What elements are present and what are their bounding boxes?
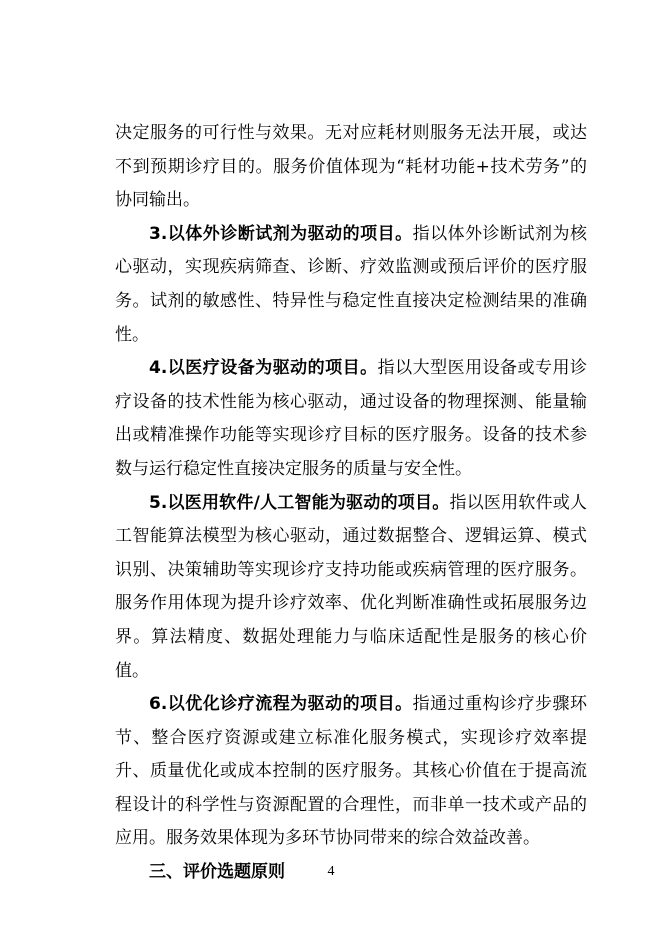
paragraph-continued bbox=[115, 117, 587, 218]
paragraph-text: 指以大型医用设备或专用诊疗设备的技术性能为核心驱动，通过设备的物理探测、能量输出或精准操作功能等实现诊疗目标的医疗服务。设备的技术参数与运行稳定性直接决定服务的质量与安全性。 bbox=[115, 358, 588, 479]
paragraph-lead: 6.以优化诊疗流程为驱动的项目。 bbox=[149, 694, 413, 715]
paragraph-lead: 4.以医疗设备为驱动的项目。 bbox=[149, 358, 378, 379]
paragraph-lead: 3.以体外诊断试剂为驱动的项目。 bbox=[149, 223, 413, 244]
page-number: 4 bbox=[327, 864, 335, 879]
paragraph-software-ai bbox=[115, 487, 587, 689]
section-heading: 三、评价选题原则 bbox=[149, 862, 285, 883]
paragraph-text: 指以体外诊断试剂为核心驱动，实现疾病筛查、诊断、疗效监测或预后评价的医疗服务。试剂的敏感性、特异性与稳定性直接决定检测结果的准确性。 bbox=[115, 223, 587, 345]
paragraph-ivd-reagent bbox=[115, 218, 587, 352]
paragraph-text: 指以医用软件或人工智能算法模型为核心驱动，通过数据整合、逻辑运算、模式识别、决策辅助等实现诊疗支持功能或疾病管理的医疗服务。服务作用体现为提升诊疗效率、优化判断准确性或拓展服务边界。算法精度、数据处理能力与临床适配性是服务的核心价值。 bbox=[115, 492, 588, 681]
paragraph-lead: 5.以医用软件/人工智能为驱动的项目。 bbox=[149, 492, 450, 513]
paragraph-medical-device bbox=[115, 352, 587, 486]
document-body bbox=[115, 117, 587, 890]
paragraph-process-optimization bbox=[115, 688, 587, 856]
paragraph-text: 指通过重构诊疗步骤环节、整合医疗资源或建立标准化服务模式，实现诊疗效率提升、质量优化或成本控制的医疗服务。其核心价值在于提高流程设计的科学性与资源配置的合理性，而非单一技术或产品的应用。服务效果体现为多环节协同带来的综合效益改善。 bbox=[115, 694, 587, 849]
paragraph-text: 决定服务的可行性与效果。无对应耗材则服务无法开展，或达不到预期诊疗目的。服务价值体现为“耗材功能+技术劳务”的协同输出。 bbox=[115, 123, 587, 211]
